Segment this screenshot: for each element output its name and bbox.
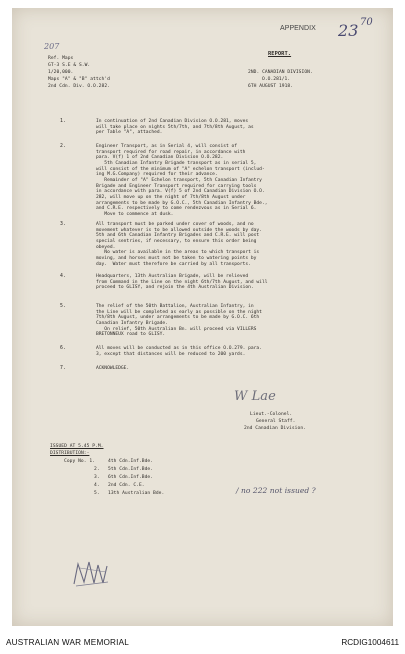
- paragraph-text: All moves will be conducted as in this office O.O.279. para. 3, except that distances will be reduced to 200 yards.: [96, 346, 262, 357]
- distribution-copy: 3.: [94, 475, 100, 480]
- appendix-sup: 70: [360, 17, 373, 28]
- paragraph-text: Engineer Transport, as in Serial 4, will consist of transport required for road repair, in accordance with para. V(f) 1 of 2nd Canadian Division O.O.282. 5th Canadian Infantry Brigade transport as in serial 5, will consist of the minimum of "A" echelon transport (includ- ing M.G.Company) required for their advance. Remainder of "A" Echelon transport, 5th Canadian Infantry Brigade and Engineer Transport required for carrying tools in accordance with para. V(f) 5 of 2nd Canadian Division O.O. 282, will move up on the night of 7th/8th August under arrangements to be made by G.O.C., 5th Canadian Infantry Bde., and C.R.E. respectively to come rendezvous as in Serial 6. Move to commence at dusk.: [96, 144, 268, 217]
- order-ref: O.O.281/1.: [262, 77, 291, 82]
- paragraph-number: 2.: [60, 144, 66, 149]
- archive-name: AUSTRALIAN WAR MEMORIAL: [6, 638, 130, 647]
- report-date: 6TH AUGUST 1918.: [248, 84, 294, 89]
- paragraph-text: ACKNOWLEDGE.: [96, 366, 130, 371]
- paragraph-number: 4.: [60, 274, 66, 279]
- distribution-copy: Copy No. 1.: [64, 459, 95, 464]
- ref-line: 1/20,000.: [48, 70, 74, 75]
- signature-line: Lieut.-Colonel.: [250, 412, 293, 417]
- paragraph-number: 7.: [60, 366, 66, 371]
- document-body: [12, 8, 393, 626]
- distribution-recipient: 5th Cdn.Inf.Bde.: [108, 467, 154, 472]
- initials-mark: [70, 556, 114, 590]
- archive-footer: [0, 632, 405, 654]
- paragraph-number: 3.: [60, 222, 66, 227]
- paragraph-text: All transport must be parked under cover of woods, and no movement whatever is to be allowed outside the woods by day. 5th and 6th Canadian Infantry Brigades and C.R.E. will post special sentries, if necessary, to ensure this order being obeyed. No water is available in the areas to which transport is moving, and horses must not be taken to watering points by day. Water must therefore be carried by all transports.: [96, 222, 262, 267]
- distribution-recipient: 2nd Cdn. C.E.: [108, 483, 145, 488]
- distribution-recipient: 4th Cdn.Inf.Bde.: [108, 459, 154, 464]
- paragraph-text: Headquarters, 13th Australian Brigade, will be relieved from Command in the Line on the night 6th/7th August, and will proceed to GLISY, and rejoin the 4th Australian Division.: [96, 274, 268, 291]
- distribution-copy: 2.: [94, 467, 100, 472]
- paragraph-text: The relief of the 50th Battalion, Australian Infantry, in the Line will be completed as early as possible on the night 7th/8th August, under arrangements to be made by G.O.C. 6th Canadian Infantry Brigade. On relief, 50th Australian Bn. will proceed via VILLERS BRETONNEUX road to GLISY.: [96, 304, 262, 338]
- report-title: REPORT.: [268, 51, 292, 57]
- handwritten-note: / no 222 not issued ?: [236, 486, 316, 495]
- paragraph-number: 5.: [60, 304, 66, 309]
- record-id: RCDIG1004611: [341, 638, 399, 647]
- appendix-number: 23: [338, 21, 359, 40]
- distribution-recipient: 6th Cdn.Inf.Bde.: [108, 475, 154, 480]
- ref-line: Ref. Maps: [48, 56, 74, 61]
- distribution-recipient: 13th Australian Bde.: [108, 491, 165, 496]
- signature-line: General Staff.: [256, 419, 296, 424]
- division-name: 2ND. CANADIAN DIVISION.: [248, 70, 313, 75]
- paragraph-text: In continuation of 2nd Canadian Division O.O.281, moves will take place on nights 5th/7th, and 7th/8th August, as per Table "A", attached.: [96, 119, 254, 136]
- distribution-copy: 4.: [94, 483, 100, 488]
- signature: W Lae: [234, 389, 276, 404]
- distribution-copy: 5.: [94, 491, 100, 496]
- appendix-label: APPENDIX: [280, 25, 316, 32]
- paragraph-number: 6.: [60, 346, 66, 351]
- folio-number: 207: [44, 42, 60, 51]
- signature-line: 2nd Canadian Division.: [244, 426, 306, 431]
- ref-line: Maps "A" & "B" attch'd: [48, 77, 110, 82]
- issued-time: ISSUED AT 5.45 P.M.: [50, 444, 104, 449]
- paragraph-number: 1.: [60, 119, 66, 124]
- ref-line: GT-3 S.E & S.W.: [48, 63, 91, 68]
- document-sheet: [12, 8, 393, 626]
- ref-line: 2nd Cdn. Div. O.O.282.: [48, 84, 110, 89]
- distribution-title: DISTRIBUTION:-: [50, 451, 90, 456]
